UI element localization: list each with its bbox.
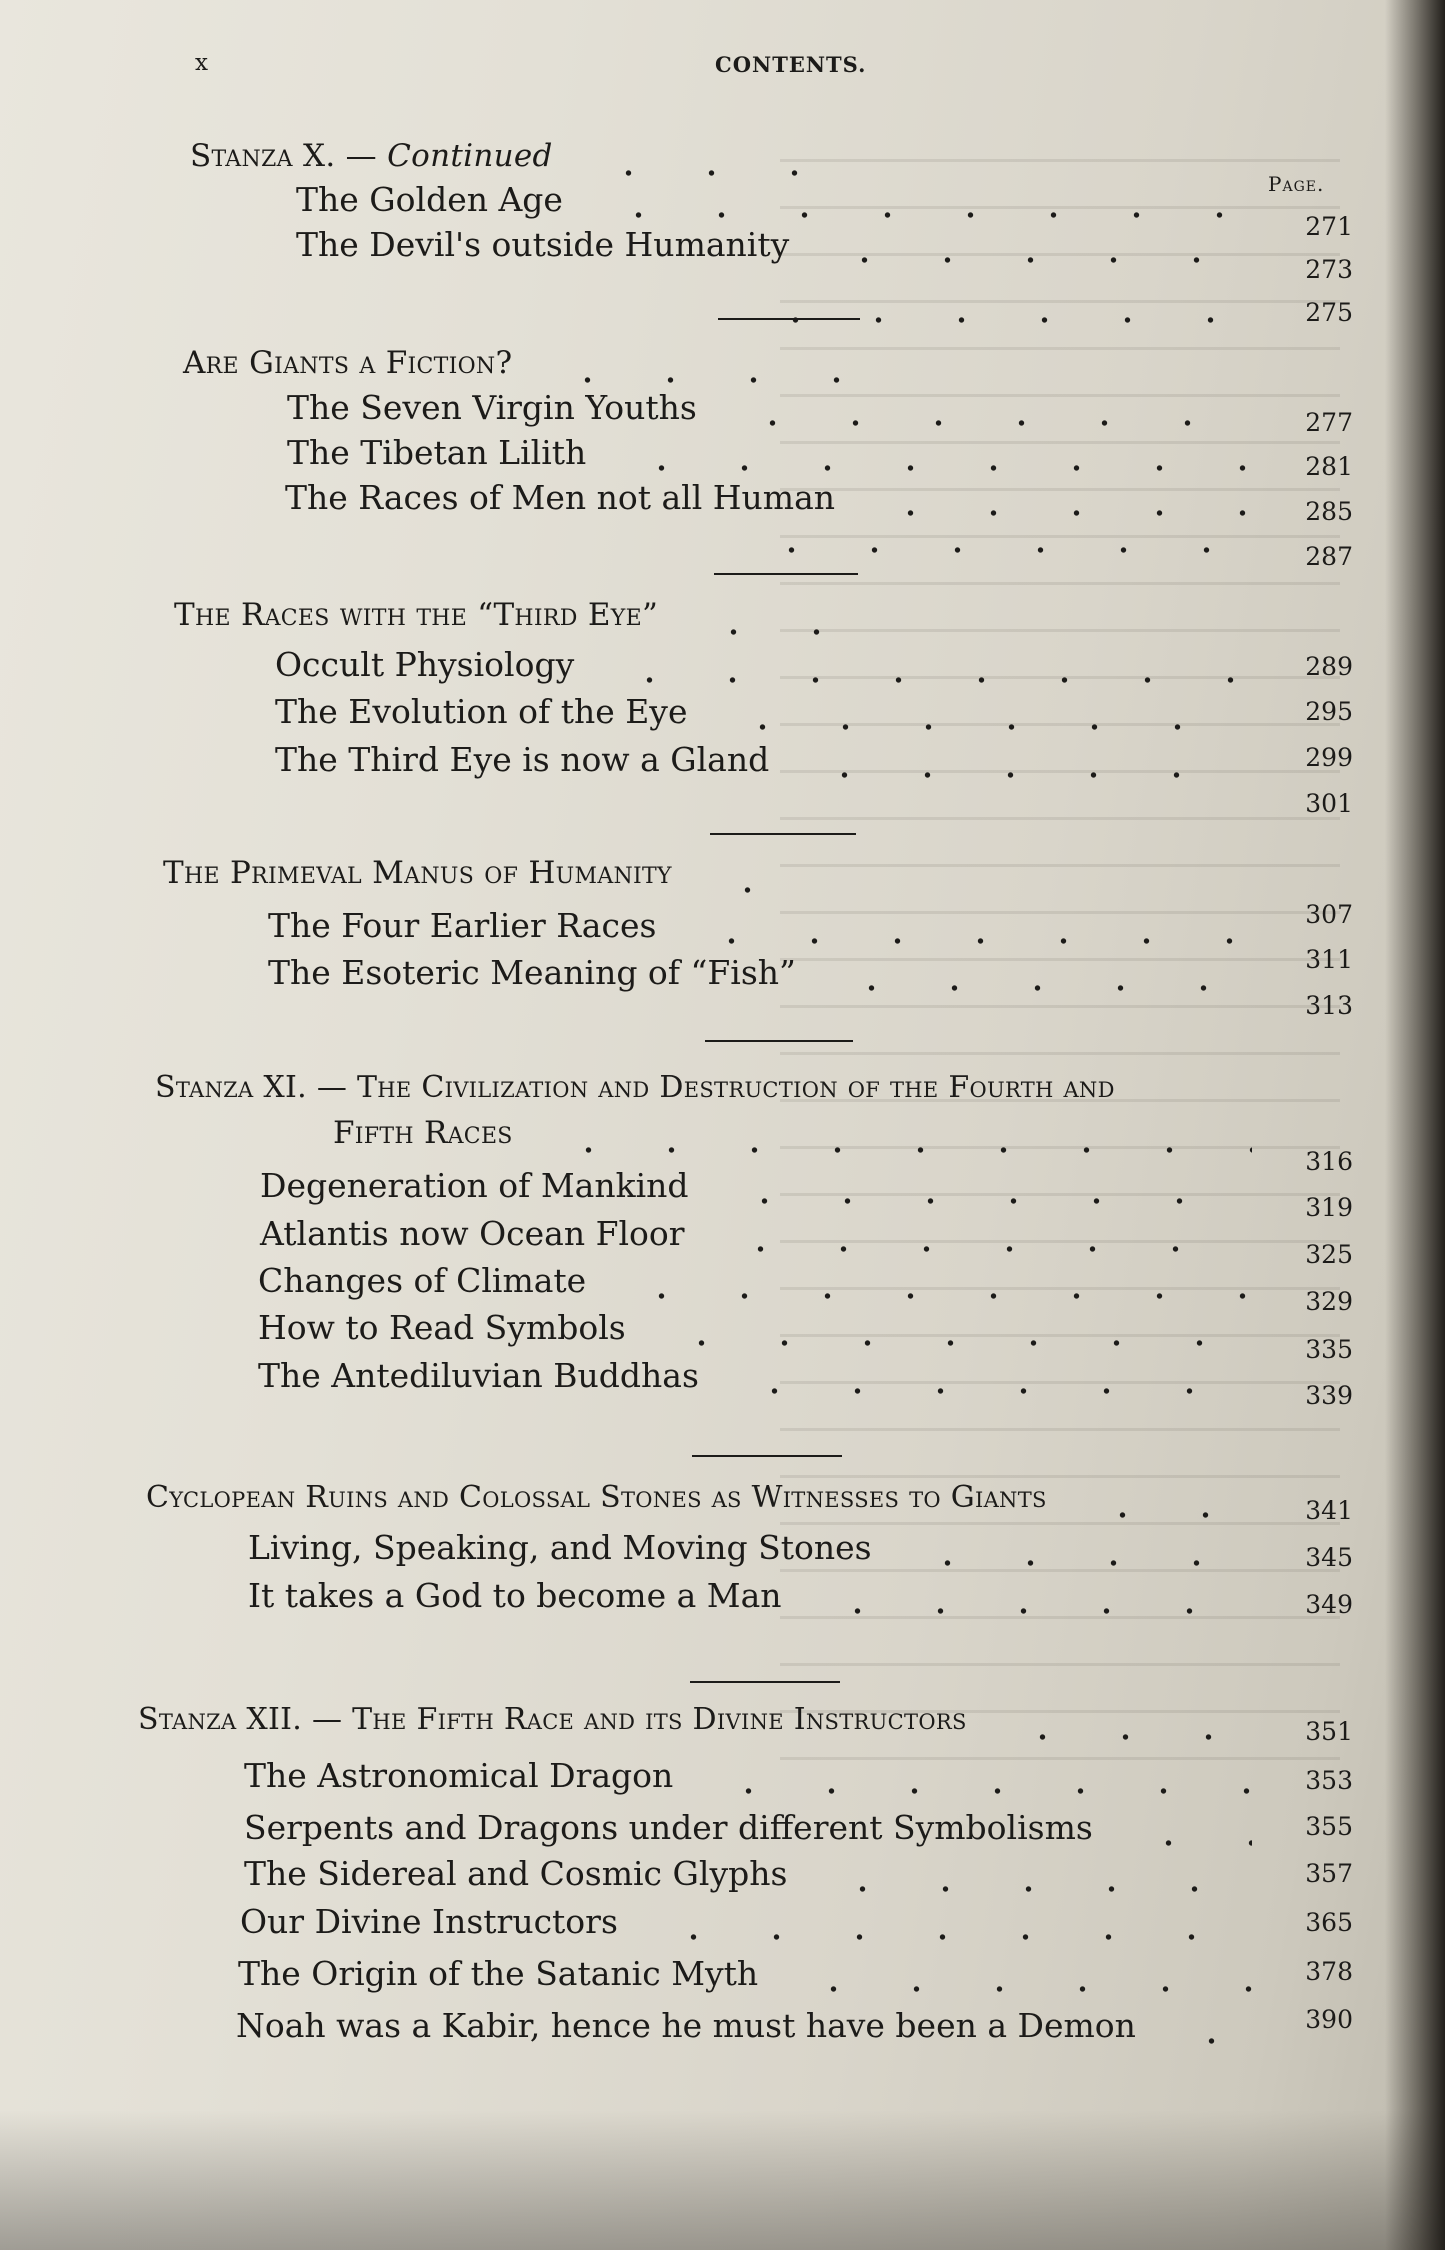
leader-dots — [701, 1198, 1252, 1204]
toc-entry — [240, 1902, 1260, 1948]
entry-page-number: 316 — [1305, 1147, 1353, 1176]
section-divider — [714, 573, 858, 575]
leader-dots — [630, 1934, 1252, 1940]
toc-entry — [244, 1756, 1260, 1802]
leader-dots — [668, 938, 1252, 944]
heading-text: Stanza X. — Continued — [190, 138, 553, 174]
leader-dots — [709, 420, 1252, 426]
running-head-title: CONTENTS. — [715, 52, 867, 77]
toc-entry — [287, 388, 1260, 434]
entry-title: Changes of Climate — [258, 1261, 587, 1300]
entry-title: The Esoteric Meaning of “Fish” — [268, 953, 796, 992]
leader-dots — [598, 465, 1252, 471]
toc-heading — [138, 1702, 1260, 1748]
heading-text: Stanza XII. — The Fifth Race and its Divine Instructors — [138, 1702, 967, 1737]
toc-heading — [190, 138, 860, 184]
entry-page-number: 341 — [1305, 1496, 1353, 1525]
entry-title: The Tibetan Lilith — [287, 433, 587, 472]
entry-title: Noah was a Kabir, hence he must have been a Demon — [236, 2006, 1136, 2045]
entry-title: Serpents and Dragons under different Symbolisms — [244, 1808, 1093, 1847]
toc-entry — [258, 1356, 1260, 1402]
entry-title: Occult Physiology — [275, 645, 575, 684]
leader-dots — [770, 1986, 1252, 1992]
entry-page-number: 353 — [1305, 1766, 1353, 1795]
entry-title: The Devil's outside Humanity — [296, 225, 790, 264]
toc-heading — [183, 345, 923, 391]
entry-page-number: 355 — [1305, 1812, 1353, 1841]
entry-page-number: 319 — [1305, 1193, 1353, 1222]
entry-title: The Seven Virgin Youths — [287, 388, 697, 427]
entry-title: The Races of Men not all Human — [285, 478, 836, 517]
leader-dots — [524, 377, 915, 383]
toc-entry — [296, 180, 1260, 226]
entry-title: Living, Speaking, and Moving Stones — [248, 1528, 872, 1567]
leader-dots — [801, 257, 1252, 263]
entry-title: The Four Earlier Races — [268, 906, 657, 945]
leader-dots — [884, 1560, 1252, 1566]
entry-page-number: 281 — [1305, 452, 1353, 481]
heading-text: The Races with the “Third Eye” — [174, 597, 659, 633]
entry-page-number: 277 — [1305, 408, 1353, 437]
page-folio: x — [195, 50, 208, 76]
leader-dots — [699, 724, 1252, 730]
leader-dots — [565, 170, 852, 176]
entry-page-number: 271 — [1305, 212, 1353, 241]
page-edge-shadow — [1385, 0, 1445, 2250]
section-end-page-number: 301 — [1305, 789, 1353, 818]
entry-page-number: 365 — [1305, 1908, 1353, 1937]
leader-dots — [670, 629, 866, 635]
entry-title: It takes a God to become a Man — [248, 1576, 782, 1615]
entry-title: Degeneration of Mankind — [260, 1166, 689, 1205]
toc-heading — [155, 1070, 1275, 1116]
toc-entry — [268, 906, 1260, 952]
entry-page-number: 351 — [1305, 1717, 1353, 1746]
toc-entry — [238, 1954, 1260, 2000]
leader-dots — [808, 985, 1252, 991]
entry-page-number: 345 — [1305, 1543, 1353, 1572]
entry-title: Atlantis now Ocean Floor — [260, 1214, 685, 1253]
heading-text: Stanza XI. — The Civilization and Destruction of the Fourth and — [155, 1070, 1115, 1105]
section-divider — [718, 318, 860, 320]
entry-page-number: 335 — [1305, 1335, 1353, 1364]
entry-title: The Antediluvian Buddhas — [258, 1356, 699, 1395]
toc-entry — [248, 1528, 1260, 1574]
entry-page-number: 289 — [1305, 652, 1353, 681]
toc-heading — [174, 597, 874, 643]
toc-entry — [248, 1576, 1260, 1622]
toc-entry — [258, 1308, 1260, 1354]
section-divider — [692, 1455, 842, 1457]
entry-page-number: 329 — [1305, 1287, 1353, 1316]
heading-text: Cyclopean Ruins and Colossal Stones as Witnesses to Giants — [146, 1480, 1047, 1515]
leader-dots — [685, 1788, 1252, 1794]
leader-dots — [1059, 1512, 1252, 1518]
leader-dots — [728, 547, 1252, 553]
leader-dots — [1105, 1840, 1252, 1846]
toc-heading — [146, 1480, 1260, 1526]
leader-dots — [525, 1147, 1252, 1153]
entry-page-number: 357 — [1305, 1859, 1353, 1888]
entry-title: Our Divine Instructors — [240, 1902, 618, 1941]
section-divider — [690, 1681, 840, 1683]
bottom-shadow — [0, 2110, 1445, 2250]
entry-page-number: 299 — [1305, 743, 1353, 772]
entry-title: The Astronomical Dragon — [244, 1756, 674, 1795]
toc-entry — [260, 1214, 1260, 1260]
toc-entry — [275, 645, 1260, 691]
leader-dots — [979, 1734, 1252, 1740]
entry-title: The Origin of the Satanic Myth — [238, 1954, 759, 1993]
section-end-page-number: 339 — [1305, 1381, 1353, 1410]
toc-heading — [163, 855, 803, 901]
entry-page-number: 307 — [1305, 900, 1353, 929]
entry-page-number: 285 — [1305, 497, 1353, 526]
leader-dots — [1148, 2038, 1252, 2044]
leader-dots — [711, 1388, 1252, 1394]
page-column-label: Page. — [1268, 172, 1325, 196]
entry-page-number: 325 — [1305, 1240, 1353, 1269]
entry-title: The Evolution of the Eye — [275, 692, 688, 731]
entry-title: The Sidereal and Cosmic Glyphs — [244, 1854, 788, 1893]
entry-page-number: 311 — [1305, 945, 1353, 974]
section-divider — [705, 1040, 853, 1042]
toc-heading-continuation — [333, 1115, 1260, 1161]
section-divider — [710, 833, 856, 835]
leader-dots — [794, 1608, 1253, 1614]
section-end-page-number: 287 — [1305, 542, 1353, 571]
toc-entry — [296, 225, 1260, 271]
heading-text: Are Giants a Fiction? — [183, 345, 513, 381]
leader-dots — [697, 1246, 1252, 1252]
entry-page-number: 378 — [1305, 1957, 1353, 1986]
section-end-page-number: 313 — [1305, 991, 1353, 1020]
entry-title: The Third Eye is now a Gland — [275, 740, 770, 779]
toc-entry — [275, 740, 1260, 786]
toc-entry — [260, 1166, 1260, 1212]
toc-entry — [236, 2006, 1260, 2052]
heading-text: Fifth Races — [333, 1115, 513, 1151]
entry-title: The Golden Age — [296, 180, 563, 219]
leader-dots — [684, 887, 795, 893]
toc-entry — [268, 953, 1260, 999]
toc-entry — [275, 692, 1260, 738]
toc-entry — [716, 515, 1260, 561]
entry-page-number: 273 — [1305, 255, 1353, 284]
entry-page-number: 295 — [1305, 697, 1353, 726]
heading-text: The Primeval Manus of Humanity — [163, 855, 672, 891]
toc-entry — [244, 1808, 1260, 1854]
leader-dots — [586, 677, 1252, 683]
leader-dots — [799, 1886, 1252, 1892]
leader-dots — [575, 212, 1252, 218]
toc-entry — [287, 433, 1260, 479]
section-end-page-number: 275 — [1305, 298, 1353, 327]
toc-entry — [720, 285, 1260, 331]
entry-title: How to Read Symbols — [258, 1308, 626, 1347]
entry-page-number: 390 — [1305, 2005, 1353, 2034]
toc-entry — [244, 1854, 1260, 1900]
leader-dots — [598, 1293, 1252, 1299]
toc-entry — [258, 1261, 1260, 1307]
leader-dots — [781, 772, 1252, 778]
leader-dots — [638, 1340, 1252, 1346]
entry-page-number: 349 — [1305, 1590, 1353, 1619]
